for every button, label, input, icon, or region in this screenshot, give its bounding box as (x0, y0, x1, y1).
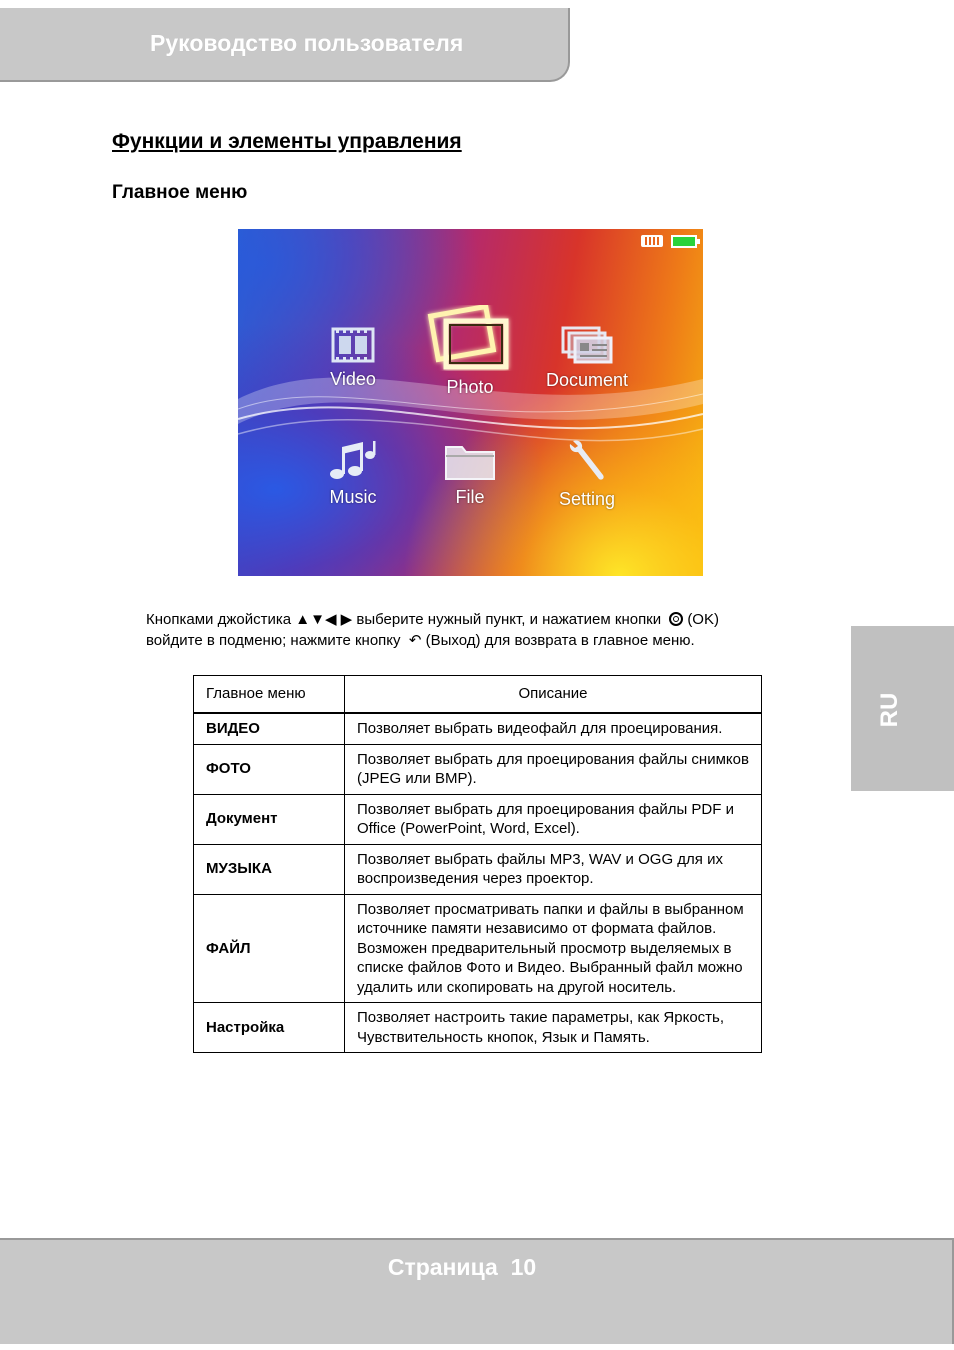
instructions-part-1: Кнопками джойстика (146, 611, 292, 628)
menu-item-music[interactable] (298, 441, 408, 508)
menu-label-photo: Photo (446, 377, 494, 397)
instructions-part-4: войдите в подменю; нажмите кнопку (146, 632, 401, 649)
ok-button-icon (669, 612, 683, 626)
header-title: Руководство пользователя (150, 30, 464, 56)
row-name: МУЗЫКА (194, 844, 345, 894)
back-arrow-icon: ↶ (408, 632, 422, 649)
battery-icon (671, 235, 697, 248)
photo-frame-icon (420, 305, 520, 371)
table-row (194, 794, 762, 844)
menu-item-file[interactable] (415, 441, 525, 508)
row-description: Позволяет выбрать видеофайл для проецирования. (345, 713, 762, 744)
table-row (194, 744, 762, 794)
row-description: Позволяет выбрать файлы MP3, WAV и OGG для их воспроизведения через проектор. (345, 844, 762, 894)
instructions-part-5: (Выход) для возврата в главное меню. (425, 632, 695, 649)
menu-item-document[interactable] (532, 326, 642, 391)
wrench-icon (567, 439, 607, 483)
table-header-menu: Главное меню (194, 676, 345, 714)
background-swirl (238, 229, 703, 576)
menu-item-setting[interactable] (532, 439, 642, 510)
instructions-text (146, 609, 826, 651)
table-row (194, 1003, 762, 1053)
row-name: ФАЙЛ (194, 894, 345, 1003)
row-name: ФОТО (194, 744, 345, 794)
menu-label-music: Music (329, 487, 377, 507)
table-row (194, 894, 762, 1003)
row-description: Позволяет просматривать папки и файлы в выбранном источнике памяти независимо от формата файлов. Возможен предварительный просмотр выделяемых в списке файлов Фото и Видео. Выбранный файл можно удалить или скопировать на другой носитель. (345, 894, 762, 1003)
main-menu-table (193, 675, 762, 1053)
main-menu-screenshot (238, 229, 703, 576)
table-row (194, 713, 762, 744)
footer-bar (0, 1238, 954, 1344)
instructions-part-3: (OK) (687, 611, 719, 628)
language-label: RU (876, 692, 903, 728)
section-title: Функции и элементы управления (112, 130, 462, 153)
table-header-description: Описание (345, 676, 762, 714)
document-icon (561, 326, 613, 364)
menu-label-file: File (455, 487, 485, 507)
status-bar (641, 235, 697, 248)
instructions-part-2: выберите нужный пункт, и нажатием кнопки (356, 611, 662, 628)
joystick-arrows-icon: ▲▼◀ ▶ (295, 611, 353, 628)
menu-label-video: Video (330, 369, 376, 389)
row-description: Позволяет настроить такие параметры, как Яркость, Чувствительность кнопок, Язык и Память. (345, 1003, 762, 1053)
film-icon (331, 327, 375, 363)
subsection-title: Главное меню (112, 182, 248, 203)
row-name: Документ (194, 794, 345, 844)
menu-item-photo[interactable] (415, 305, 525, 398)
page-number: Страница 10 (387, 1254, 537, 1280)
menu-label-document: Document (545, 370, 629, 390)
menu-label-setting: Setting (558, 489, 616, 509)
memory-card-icon (641, 235, 663, 247)
menu-item-video[interactable] (298, 327, 408, 390)
table-row (194, 844, 762, 894)
row-description: Позволяет выбрать для проецирования файлы PDF и Office (PowerPoint, Word, Excel). (345, 794, 762, 844)
row-description: Позволяет выбрать для проецирования файлы снимков (JPEG или BMP). (345, 744, 762, 794)
folder-icon (444, 441, 496, 481)
row-name: ВИДЕО (194, 713, 345, 744)
row-name: Настройка (194, 1003, 345, 1053)
music-note-icon (328, 441, 378, 481)
table-header-row (194, 676, 762, 714)
